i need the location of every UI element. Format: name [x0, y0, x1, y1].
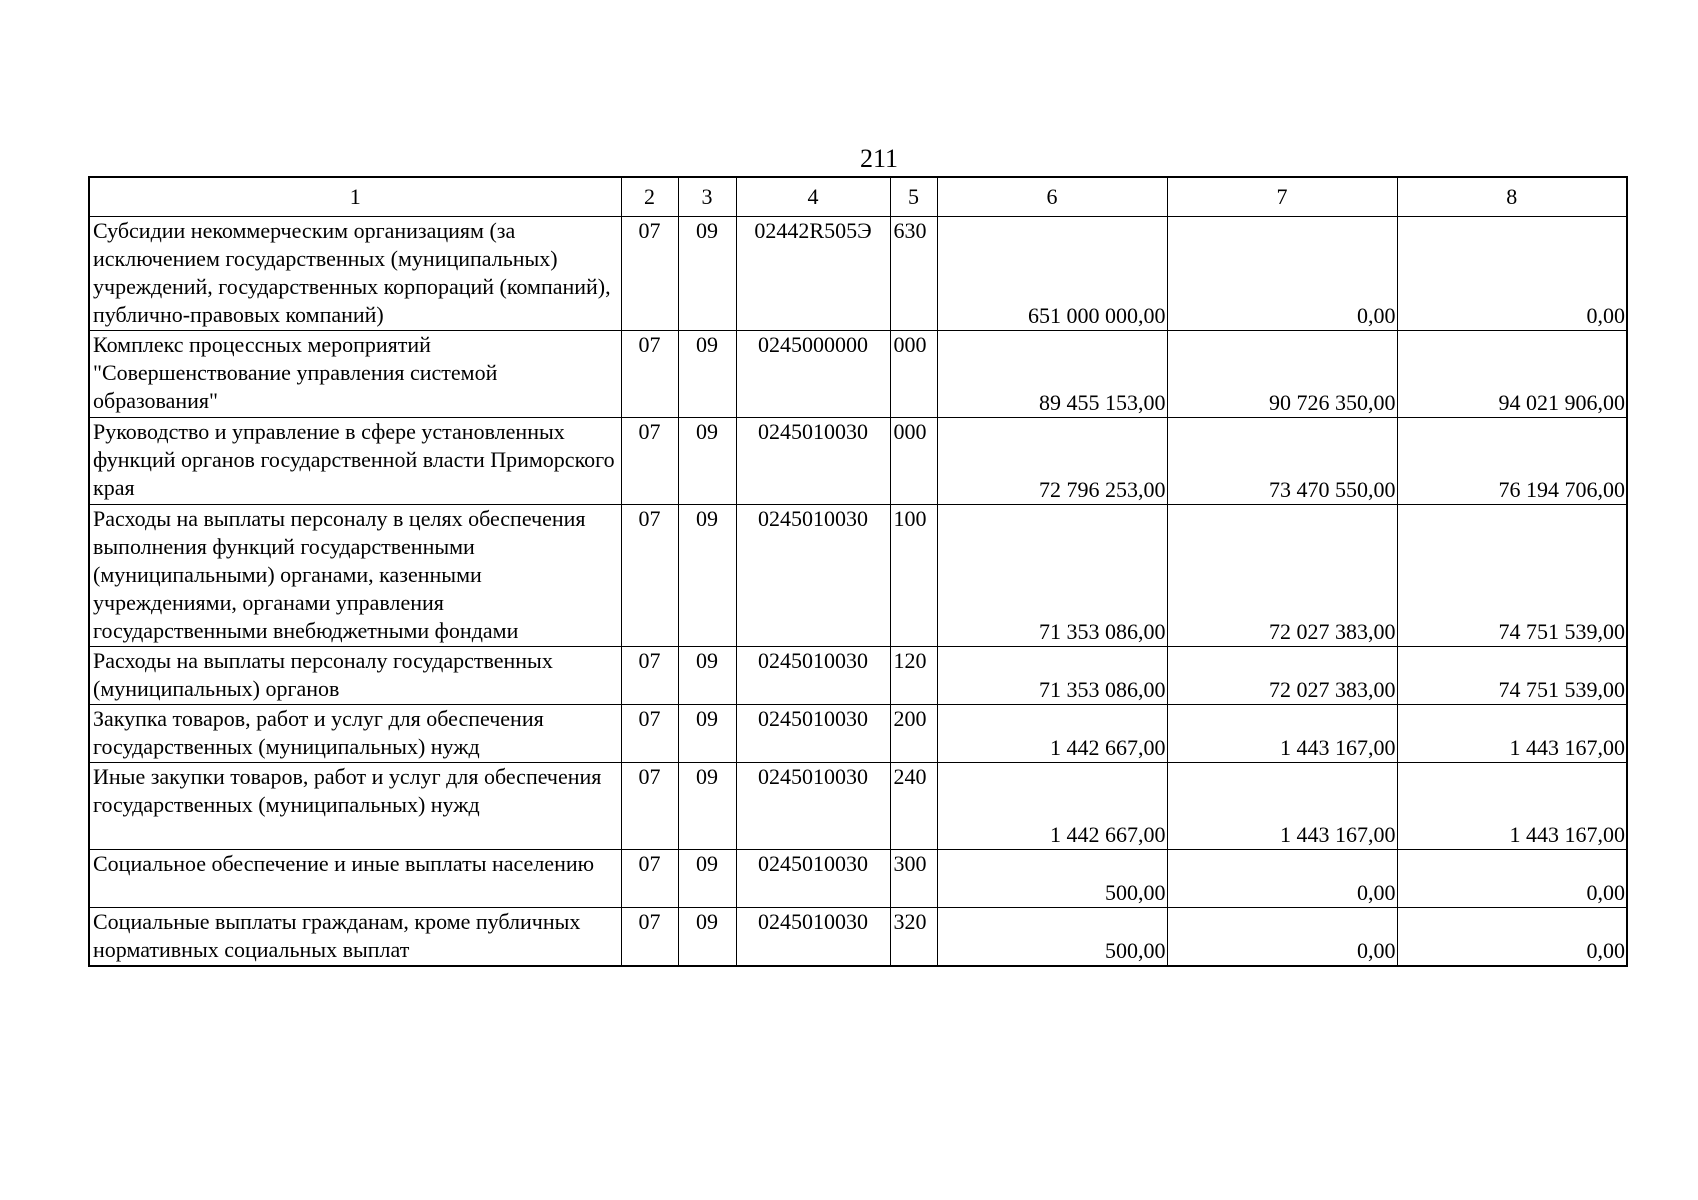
row-target-article: 0245010030: [736, 418, 890, 505]
header-col-4: 4: [736, 177, 890, 217]
row-amount-col8: 0,00: [1397, 217, 1627, 331]
row-amount-col6: 72 796 253,00: [937, 418, 1167, 505]
row-name: Субсидии некоммерческим организациям (за исключением государственных (муниципальных) учреждений, государственных корпораций (компаний), публично-правовых компаний): [89, 217, 621, 331]
row-target-article: 0245010030: [736, 705, 890, 763]
row-subsection: 09: [678, 331, 736, 418]
row-amount-col7: 0,00: [1167, 908, 1397, 966]
row-target-article: 02442R505Э: [736, 217, 890, 331]
header-col-8: 8: [1397, 177, 1627, 217]
row-subsection: 09: [678, 705, 736, 763]
row-subsection: 09: [678, 850, 736, 908]
row-amount-col7: 90 726 350,00: [1167, 331, 1397, 418]
row-amount-col6: 89 455 153,00: [937, 331, 1167, 418]
table-row: [89, 705, 1627, 763]
table-row: [89, 217, 1627, 331]
row-subsection: 09: [678, 505, 736, 647]
table-row: [89, 505, 1627, 647]
row-amount-col8: 1 443 167,00: [1397, 763, 1627, 850]
row-expense-type: 320: [890, 908, 937, 966]
row-expense-type: 000: [890, 331, 937, 418]
row-name: Закупка товаров, работ и услуг для обеспечения государственных (муниципальных) нужд: [89, 705, 621, 763]
row-section: 07: [621, 908, 678, 966]
header-col-3: 3: [678, 177, 736, 217]
row-target-article: 0245010030: [736, 763, 890, 850]
row-amount-col7: 72 027 383,00: [1167, 505, 1397, 647]
row-section: 07: [621, 418, 678, 505]
row-subsection: 09: [678, 418, 736, 505]
row-expense-type: 200: [890, 705, 937, 763]
row-amount-col7: 0,00: [1167, 217, 1397, 331]
table-row: [89, 763, 1627, 850]
table-header-row: [89, 177, 1627, 217]
row-subsection: 09: [678, 647, 736, 705]
row-amount-col6: 651 000 000,00: [937, 217, 1167, 331]
row-amount-col7: 73 470 550,00: [1167, 418, 1397, 505]
row-expense-type: 120: [890, 647, 937, 705]
row-subsection: 09: [678, 217, 736, 331]
row-subsection: 09: [678, 763, 736, 850]
row-name: Социальные выплаты гражданам, кроме публичных нормативных социальных выплат: [89, 908, 621, 966]
budget-table: [88, 176, 1628, 967]
row-target-article: 0245010030: [736, 908, 890, 966]
header-col-7: 7: [1167, 177, 1397, 217]
row-amount-col7: 1 443 167,00: [1167, 763, 1397, 850]
row-target-article: 0245010030: [736, 505, 890, 647]
table-row: [89, 850, 1627, 908]
row-name: Расходы на выплаты персоналу государственных (муниципальных) органов: [89, 647, 621, 705]
row-amount-col8: 76 194 706,00: [1397, 418, 1627, 505]
row-name: Комплекс процессных мероприятий "Совершенствование управления системой образования": [89, 331, 621, 418]
row-expense-type: 100: [890, 505, 937, 647]
row-subsection: 09: [678, 908, 736, 966]
header-col-5: 5: [890, 177, 937, 217]
row-name: Расходы на выплаты персоналу в целях обеспечения выполнения функций государственными (муниципальными) органами, казенными учреждениями, органами управления государственными внебюджетными фондами: [89, 505, 621, 647]
row-section: 07: [621, 763, 678, 850]
row-amount-col6: 71 353 086,00: [937, 505, 1167, 647]
row-name: Социальное обеспечение и иные выплаты населению: [89, 850, 621, 908]
row-amount-col6: 500,00: [937, 850, 1167, 908]
header-col-2: 2: [621, 177, 678, 217]
row-target-article: 0245010030: [736, 647, 890, 705]
row-amount-col8: 0,00: [1397, 850, 1627, 908]
row-amount-col8: 0,00: [1397, 908, 1627, 966]
row-amount-col8: 1 443 167,00: [1397, 705, 1627, 763]
row-amount-col6: 71 353 086,00: [937, 647, 1167, 705]
table-row: [89, 331, 1627, 418]
page-number: 211: [859, 144, 899, 173]
table-row: [89, 418, 1627, 505]
row-expense-type: 240: [890, 763, 937, 850]
row-amount-col6: 500,00: [937, 908, 1167, 966]
row-section: 07: [621, 850, 678, 908]
row-target-article: 0245000000: [736, 331, 890, 418]
header-col-1: 1: [89, 177, 621, 217]
row-amount-col7: 1 443 167,00: [1167, 705, 1397, 763]
row-name: Руководство и управление в сфере установленных функций органов государственной власти Приморского края: [89, 418, 621, 505]
row-section: 07: [621, 505, 678, 647]
row-section: 07: [621, 217, 678, 331]
header-col-6: 6: [937, 177, 1167, 217]
row-amount-col7: 72 027 383,00: [1167, 647, 1397, 705]
row-amount-col8: 94 021 906,00: [1397, 331, 1627, 418]
row-section: 07: [621, 331, 678, 418]
row-amount-col6: 1 442 667,00: [937, 705, 1167, 763]
row-expense-type: 300: [890, 850, 937, 908]
row-section: 07: [621, 647, 678, 705]
table-row: [89, 647, 1627, 705]
row-amount-col8: 74 751 539,00: [1397, 647, 1627, 705]
table-row: [89, 908, 1627, 966]
row-section: 07: [621, 705, 678, 763]
row-name: Иные закупки товаров, работ и услуг для обеспечения государственных (муниципальных) нужд: [89, 763, 621, 850]
row-amount-col7: 0,00: [1167, 850, 1397, 908]
row-target-article: 0245010030: [736, 850, 890, 908]
row-expense-type: 000: [890, 418, 937, 505]
row-expense-type: 630: [890, 217, 937, 331]
row-amount-col6: 1 442 667,00: [937, 763, 1167, 850]
row-amount-col8: 74 751 539,00: [1397, 505, 1627, 647]
